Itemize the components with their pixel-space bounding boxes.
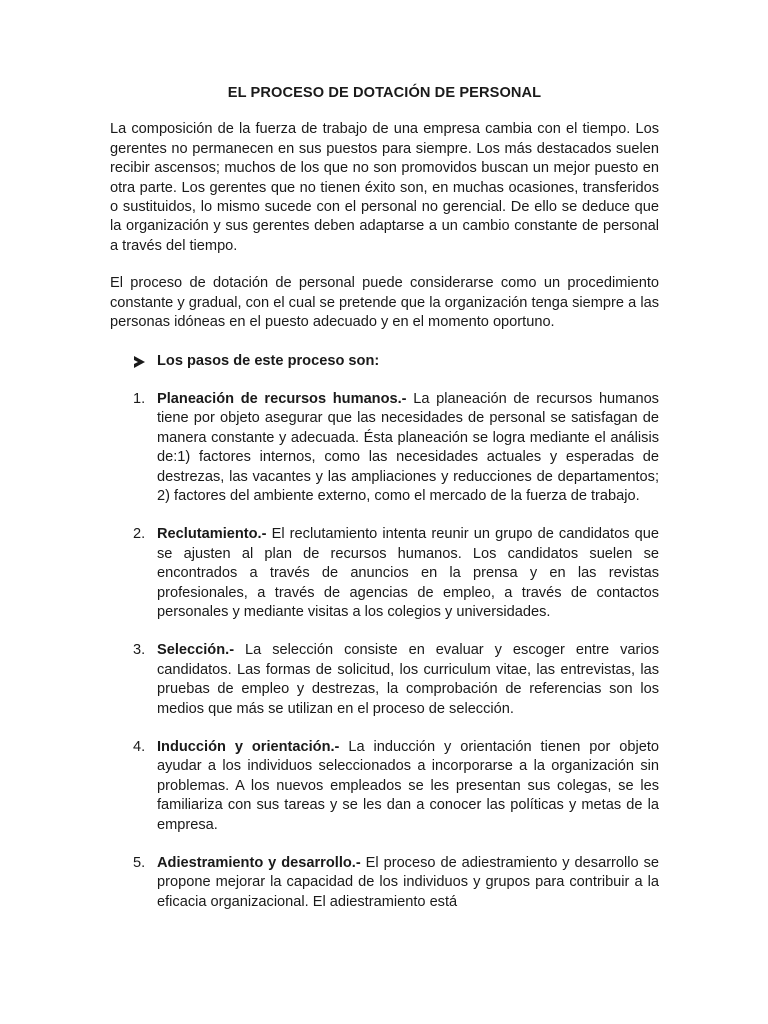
intro-paragraph-1: La composición de la fuerza de trabajo de una empresa cambia con el tiempo. Los gerentes no permanecen en sus puestos para siempre. Los más destacados suelen recibir ascensos; muchos de los que no son promovidos buscan un mejor puesto en otra parte. Los gerentes que no tienen éxito son, en muchas ocasiones, transferidos o sustituidos, lo mismo sucede con el personal no gerencial. De ello se deduce que la organización y sus gerentes deben adaptarse a un cambio constante de personal a través del tiempo. [110,121,659,254]
steps-heading-label: Los pasos de este proceso son: [157,353,380,370]
step-text: La planeación de recursos humanos tiene por objeto asegurar que las necesidades de personal se satisfagan de manera constante y adecuada. Ésta planeación se logra mediante el análisis de:1) factores internos, como las necesidades actuales y esperadas de destrezas, las vacantes y las ampliaciones y reducciones de departamentos; 2) factores del ambiente externo, como el mercado de la fuerza de trabajo. [157,390,659,504]
list-item [110,525,659,622]
list-item [110,738,659,835]
document-page [110,78,659,931]
steps-heading [110,352,659,371]
list-item [110,854,659,912]
step-number: 3. [133,642,146,659]
step-term: Adiestramiento y desarrollo.- [157,855,361,871]
step-number: 2. [133,526,146,543]
step-term: Planeación de recursos humanos.- [157,390,407,407]
step-text: El reclutamiento intenta reunir un grupo de candidatos que se ajusten al plan de recursos humanos. Los candidatos suelen se encontrados a través de anuncios en la prensa y en las revistas profesionales, a través de agencias de empleo, a través de contactos personales y mediante visitas a los colegios y universidades. [157,526,659,620]
step-term: Selección.- [157,642,235,659]
step-text: El proceso de adiestramiento y desarrollo se propone mejorar la capacidad de los individuos y grupos para contribuir a la eficacia organizacional. El adiestramiento está [157,855,659,910]
step-text: La selección consiste en evaluar y escoger entre varios candidatos. Las formas de solicitud, los curriculum vitae, las entrevistas, las pruebas de empleo y destrezas, la comprobación de referencias son los medios que más se utilizan en el proceso de selección. [157,642,659,717]
intro-paragraph-2: El proceso de dotación de personal puede considerarse como un procedimiento constante y gradual, con el cual se pretende que la organización tenga siempre a las personas idóneas en el puesto adecuado y en el momento oportuno. [110,275,659,331]
step-text: La inducción y orientación tienen por objeto ayudar a los individuos seleccionados a incorporarse a la organización sin problemas. A los nuevos empleados se les presentan sus colegas, se les familiariza con sus tareas y se les dan a conocer las políticas y metas de la empresa. [157,738,659,833]
arrow-bullet-icon [134,356,145,368]
list-item [110,641,659,719]
step-number: 4. [133,738,146,755]
step-term: Reclutamiento.- [157,526,267,543]
step-term: Inducción y orientación.- [157,738,340,755]
document-title: EL PROCESO DE DOTACIÓN DE PERSONAL [227,85,542,101]
step-number: 1. [133,390,146,407]
list-item [110,390,659,506]
step-number: 5. [133,855,146,871]
